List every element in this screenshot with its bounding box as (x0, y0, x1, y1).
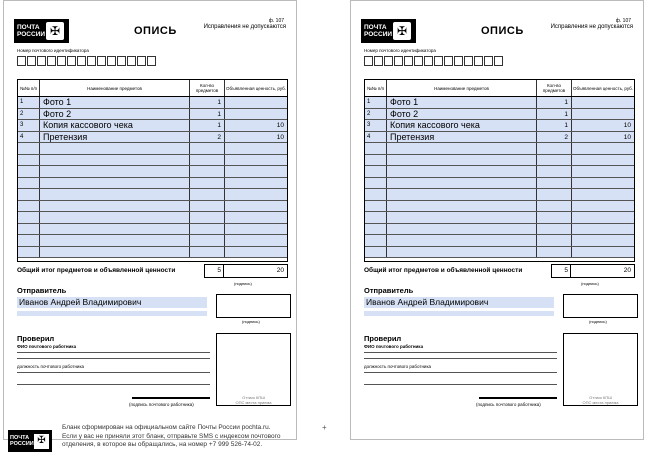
header-qty: Кол-во предметов (190, 80, 225, 96)
worker-signature-caption: (подпись почтового работника) (476, 402, 541, 407)
sender-label: Отправитель (364, 286, 414, 295)
header-qty: Кол-во предметов (537, 80, 572, 96)
item-value-cell[interactable] (225, 201, 287, 212)
table-row (365, 224, 634, 236)
table-row (18, 155, 287, 167)
row-number-cell[interactable] (365, 201, 387, 212)
worker-signature-line[interactable] (132, 397, 210, 399)
item-value-cell[interactable]: 10 (623, 133, 631, 141)
item-value-cell[interactable] (572, 201, 634, 212)
item-value-cell[interactable] (572, 155, 634, 166)
item-value-cell[interactable] (225, 143, 287, 154)
item-qty-cell[interactable] (190, 166, 225, 177)
table-row (18, 143, 287, 155)
tracking-id-digit-box[interactable] (17, 56, 26, 66)
item-qty-cell[interactable] (537, 143, 572, 154)
worker-position-label: должность почтового работника (17, 364, 85, 369)
item-value-cell[interactable] (572, 97, 634, 108)
tracking-id-digit-box[interactable] (424, 56, 433, 66)
logo-text: ПОЧТА РОССИИ (364, 24, 393, 38)
item-qty-cell[interactable]: 1 (190, 109, 225, 120)
tracking-id-digit-box[interactable] (127, 56, 136, 66)
item-name-cell[interactable] (40, 201, 190, 212)
item-qty-cell[interactable] (190, 247, 225, 258)
tracking-id-label: Номер почтового идентификатора (364, 48, 436, 53)
row-number-cell[interactable] (18, 247, 40, 258)
tracking-id-digit-box[interactable] (484, 56, 493, 66)
table-row (365, 178, 634, 190)
item-value-cell[interactable]: 10 (623, 122, 631, 129)
item-qty-cell[interactable] (190, 155, 225, 166)
tracking-id-digit-box[interactable] (67, 56, 76, 66)
item-value-cell[interactable] (225, 109, 287, 120)
worker-signature-caption: (подпись почтового работника) (129, 402, 194, 407)
sender-name-field[interactable]: Иванов Андрей Владимирович (17, 297, 207, 308)
stamp-caption-1: Оттиск КПШ (242, 395, 265, 400)
worker-fio-label: ФИО почтового работника (364, 344, 424, 349)
sender-extra-field[interactable] (364, 311, 554, 316)
item-name-cell[interactable] (387, 212, 537, 223)
sender-signature-box[interactable] (216, 294, 291, 318)
row-number-cell[interactable] (18, 155, 40, 166)
table-row (365, 155, 634, 167)
opis-page-right (350, 0, 644, 440)
header-value: Объявленная ценность, руб. (226, 85, 286, 91)
item-qty-cell[interactable] (537, 224, 572, 235)
item-qty-cell[interactable] (537, 166, 572, 177)
item-value-cell[interactable] (225, 235, 287, 246)
worker-fio-label: ФИО почтового работника (17, 344, 77, 349)
item-qty-cell[interactable] (537, 247, 572, 258)
tracking-id-digit-box[interactable] (464, 56, 473, 66)
item-name-cell[interactable]: Фото 1 (387, 97, 537, 108)
table-row (18, 189, 287, 201)
total-signature-caption: (подпись) (234, 281, 252, 286)
item-value-cell[interactable]: 10 (276, 122, 284, 129)
item-name-cell[interactable] (40, 166, 190, 177)
tracking-id-digit-box[interactable] (107, 56, 116, 66)
footer-logo-text: ПОЧТА РОССИИ (10, 435, 34, 447)
row-number-cell[interactable] (18, 201, 40, 212)
total-row (17, 264, 288, 278)
item-name-cell[interactable] (387, 201, 537, 212)
form-title: ОПИСЬ (481, 25, 524, 37)
item-name-cell[interactable] (387, 143, 537, 154)
item-name-cell[interactable]: Фото 2 (387, 109, 537, 120)
tracking-id-digit-box[interactable] (37, 56, 46, 66)
tracking-id-digit-box[interactable] (434, 56, 443, 66)
item-name-cell[interactable] (40, 235, 190, 246)
eagle-emblem-icon: ✠ (46, 22, 64, 40)
item-name-cell[interactable] (40, 155, 190, 166)
sender-label: Отправитель (17, 286, 67, 295)
item-qty-cell[interactable] (190, 143, 225, 154)
row-number-cell[interactable] (365, 189, 387, 200)
item-name-cell[interactable] (387, 247, 537, 258)
tracking-id-digit-box[interactable] (374, 56, 383, 66)
form-number: ф. 107 (268, 18, 284, 24)
eagle-emblem-icon: ✠ (34, 434, 49, 449)
item-name-cell[interactable]: Фото 1 (40, 97, 190, 108)
tracking-id-boxes[interactable] (17, 56, 157, 66)
worker-signature-line[interactable] (479, 397, 557, 399)
item-name-cell[interactable] (387, 166, 537, 177)
row-number-cell[interactable] (18, 166, 40, 177)
tracking-id-digit-box[interactable] (117, 56, 126, 66)
tracking-id-digit-box[interactable] (57, 56, 66, 66)
form-title: ОПИСЬ (134, 25, 177, 37)
header-value: Объявленная ценность, руб. (573, 85, 633, 91)
item-value-cell[interactable] (572, 166, 634, 177)
sender-extra-field[interactable] (17, 311, 207, 316)
item-name-cell[interactable] (387, 235, 537, 246)
item-name-cell[interactable] (40, 224, 190, 235)
header-name: Наименование предметов (40, 80, 190, 96)
logo-text: ПОЧТА РОССИИ (17, 24, 46, 38)
item-qty-cell[interactable] (190, 235, 225, 246)
postmark-stamp-box (216, 333, 291, 406)
no-corrections-note: Исправления не допускаются (203, 24, 286, 30)
footer-text (62, 424, 280, 450)
item-name-cell[interactable] (40, 189, 190, 200)
item-qty-cell[interactable] (537, 189, 572, 200)
worker-fio-line[interactable] (17, 352, 210, 353)
table-row (365, 120, 634, 132)
row-number-cell[interactable] (365, 212, 387, 223)
item-name-cell[interactable] (387, 155, 537, 166)
item-value-cell[interactable] (572, 212, 634, 223)
item-value-cell[interactable] (225, 155, 287, 166)
worker-fio-line-2[interactable] (364, 358, 557, 359)
tracking-id-digit-box[interactable] (474, 56, 483, 66)
table-row (18, 132, 287, 144)
item-value-cell[interactable] (572, 189, 634, 200)
tracking-id-digit-box[interactable] (47, 56, 56, 66)
table-row (365, 189, 634, 201)
item-value-cell[interactable] (572, 235, 634, 246)
item-value-cell[interactable] (225, 178, 287, 189)
table-row (18, 224, 287, 236)
row-number-cell[interactable] (365, 143, 387, 154)
table-row (18, 97, 287, 109)
item-qty-cell[interactable] (190, 212, 225, 223)
table-row (365, 247, 634, 259)
item-value-cell[interactable] (572, 143, 634, 154)
tracking-id-digit-box[interactable] (414, 56, 423, 66)
item-qty-cell[interactable]: 1 (190, 97, 225, 108)
tracking-id-digit-box[interactable] (147, 56, 156, 66)
table-body (365, 97, 634, 258)
form-number: ф. 107 (615, 18, 631, 24)
tracking-id-digit-box[interactable] (27, 56, 36, 66)
no-corrections-note: Исправления не допускаются (550, 24, 633, 30)
worker-position-line[interactable] (364, 372, 557, 373)
item-value-cell[interactable] (225, 212, 287, 223)
tracking-id-digit-box[interactable] (394, 56, 403, 66)
checked-by-label: Проверил (17, 334, 55, 343)
item-qty-cell[interactable]: 1 (190, 120, 225, 131)
worker-position-line-2[interactable] (17, 384, 210, 385)
item-qty-cell[interactable] (537, 155, 572, 166)
row-number-cell[interactable] (18, 189, 40, 200)
row-number-cell[interactable] (18, 178, 40, 189)
item-qty-cell[interactable]: 1 (537, 109, 572, 120)
total-label: Общий итог предметов и объявленной ценности (17, 267, 176, 274)
table-row (365, 166, 634, 178)
footer-logo (8, 430, 52, 452)
table-row (365, 143, 634, 155)
sender-name-field[interactable]: Иванов Андрей Владимирович (364, 297, 554, 308)
table-row (365, 97, 634, 109)
tracking-id-digit-box[interactable] (364, 56, 373, 66)
item-qty-cell[interactable] (190, 178, 225, 189)
item-value-cell[interactable] (572, 109, 634, 120)
table-row (18, 235, 287, 247)
item-qty-cell[interactable] (537, 201, 572, 212)
item-qty-cell[interactable] (190, 189, 225, 200)
tracking-id-label: Номер почтового идентификатора (17, 48, 89, 53)
opis-page-left (3, 0, 297, 440)
table-row (18, 120, 287, 132)
postmark-stamp-box (563, 333, 638, 406)
table-body (18, 97, 287, 258)
row-number-cell[interactable] (18, 212, 40, 223)
header-name: Наименование предметов (387, 80, 537, 96)
item-qty-cell[interactable] (537, 212, 572, 223)
eagle-emblem-icon: ✠ (393, 22, 411, 40)
item-qty-cell[interactable] (190, 201, 225, 212)
table-row (18, 109, 287, 121)
total-signature-caption: (подпись) (581, 281, 599, 286)
tracking-id-digit-box[interactable] (494, 56, 503, 66)
tracking-id-digit-box[interactable] (384, 56, 393, 66)
table-row (365, 235, 634, 247)
row-number-cell[interactable]: 1 (365, 97, 387, 108)
table-row (18, 166, 287, 178)
row-number-cell[interactable]: 3 (365, 120, 387, 131)
item-qty-cell[interactable]: 2 (537, 132, 572, 143)
row-number-cell[interactable]: 1 (18, 97, 40, 108)
item-qty-cell[interactable] (537, 235, 572, 246)
items-table (364, 79, 635, 262)
row-number-cell[interactable] (365, 166, 387, 177)
item-name-cell[interactable] (40, 247, 190, 258)
item-value-cell[interactable]: 10 (276, 133, 284, 141)
table-row (18, 201, 287, 213)
total-value[interactable]: 20 (224, 264, 288, 278)
item-name-cell[interactable]: Фото 2 (40, 109, 190, 120)
tracking-id-digit-box[interactable] (404, 56, 413, 66)
row-number-cell[interactable]: 2 (18, 109, 40, 120)
sender-signature-box[interactable] (563, 294, 638, 318)
item-name-cell[interactable]: Копия кассового чека (40, 120, 190, 131)
stamp-caption-2: ОПС места приема (582, 400, 619, 405)
tracking-id-digit-box[interactable] (87, 56, 96, 66)
row-number-cell[interactable] (18, 235, 40, 246)
total-value[interactable]: 20 (571, 264, 635, 278)
row-number-cell[interactable] (365, 235, 387, 246)
item-qty-cell[interactable]: 1 (537, 120, 572, 131)
table-header (18, 80, 287, 97)
table-row (365, 201, 634, 213)
worker-position-line[interactable] (17, 372, 210, 373)
table-header (365, 80, 634, 97)
item-name-cell[interactable] (387, 189, 537, 200)
item-name-cell[interactable]: Копия кассового чека (387, 120, 537, 131)
sender-signature-caption: (подпись) (589, 319, 607, 324)
table-row (18, 247, 287, 259)
row-number-cell[interactable]: 2 (365, 109, 387, 120)
table-row (365, 212, 634, 224)
item-value-cell[interactable] (225, 97, 287, 108)
stamp-caption-2: ОПС места приема (235, 400, 272, 405)
header-num: №№ п/п (18, 80, 40, 96)
tracking-id-digit-box[interactable] (77, 56, 86, 66)
table-row (18, 212, 287, 224)
footer-line-1: Бланк сформирован на официальном сайте Почты России pochta.ru. (62, 424, 271, 431)
total-label: Общий итог предметов и объявленной ценности (364, 267, 523, 274)
row-number-cell[interactable] (365, 247, 387, 258)
item-qty-cell[interactable]: 2 (190, 132, 225, 143)
item-value-cell[interactable] (572, 178, 634, 189)
row-number-cell[interactable] (365, 224, 387, 235)
item-name-cell[interactable] (40, 178, 190, 189)
logo (14, 19, 69, 43)
worker-fio-line[interactable] (364, 352, 557, 353)
tracking-id-digit-box[interactable] (454, 56, 463, 66)
item-qty-cell[interactable] (537, 178, 572, 189)
item-qty-cell[interactable] (190, 224, 225, 235)
item-qty-cell[interactable]: 1 (537, 97, 572, 108)
item-name-cell[interactable]: Претензия (40, 132, 190, 143)
sender-signature-caption: (подпись) (242, 319, 260, 324)
tracking-id-digit-box[interactable] (137, 56, 146, 66)
stamp-caption-1: Оттиск КПШ (589, 395, 612, 400)
item-value-cell[interactable] (225, 189, 287, 200)
row-number-cell[interactable] (365, 155, 387, 166)
table-row (18, 178, 287, 190)
item-value-cell[interactable] (225, 166, 287, 177)
total-qty[interactable]: 5 (204, 264, 224, 278)
worker-fio-line-2[interactable] (17, 358, 210, 359)
items-table (17, 79, 288, 262)
row-number-cell[interactable] (18, 224, 40, 235)
item-name-cell[interactable] (40, 143, 190, 154)
tracking-id-boxes[interactable] (364, 56, 504, 66)
total-row (364, 264, 635, 278)
item-value-cell[interactable] (225, 224, 287, 235)
item-name-cell[interactable] (387, 224, 537, 235)
item-name-cell[interactable] (40, 212, 190, 223)
row-number-cell[interactable]: 4 (365, 132, 387, 143)
worker-position-label: должность почтового работника (364, 364, 432, 369)
header-num: №№ п/п (365, 80, 387, 96)
item-name-cell[interactable]: Претензия (387, 132, 537, 143)
item-value-cell[interactable] (572, 247, 634, 258)
logo (361, 19, 416, 43)
checked-by-label: Проверил (364, 334, 402, 343)
item-value-cell[interactable] (572, 224, 634, 235)
row-number-cell[interactable]: 3 (18, 120, 40, 131)
footer-line-3: отделения, в которое вы обращались, на номер +7 999 526-74-02. (62, 441, 263, 448)
worker-position-line-2[interactable] (364, 384, 557, 385)
item-value-cell[interactable] (225, 247, 287, 258)
tracking-id-digit-box[interactable] (444, 56, 453, 66)
page-marker: + (322, 423, 327, 432)
table-row (365, 132, 634, 144)
row-number-cell[interactable]: 4 (18, 132, 40, 143)
tracking-id-digit-box[interactable] (97, 56, 106, 66)
row-number-cell[interactable] (365, 178, 387, 189)
total-qty[interactable]: 5 (551, 264, 571, 278)
footer-line-2: Если у вас не приняли этот бланк, отправьте SMS с индексом почтового (62, 432, 281, 440)
table-row (365, 109, 634, 121)
row-number-cell[interactable] (18, 143, 40, 154)
item-name-cell[interactable] (387, 178, 537, 189)
